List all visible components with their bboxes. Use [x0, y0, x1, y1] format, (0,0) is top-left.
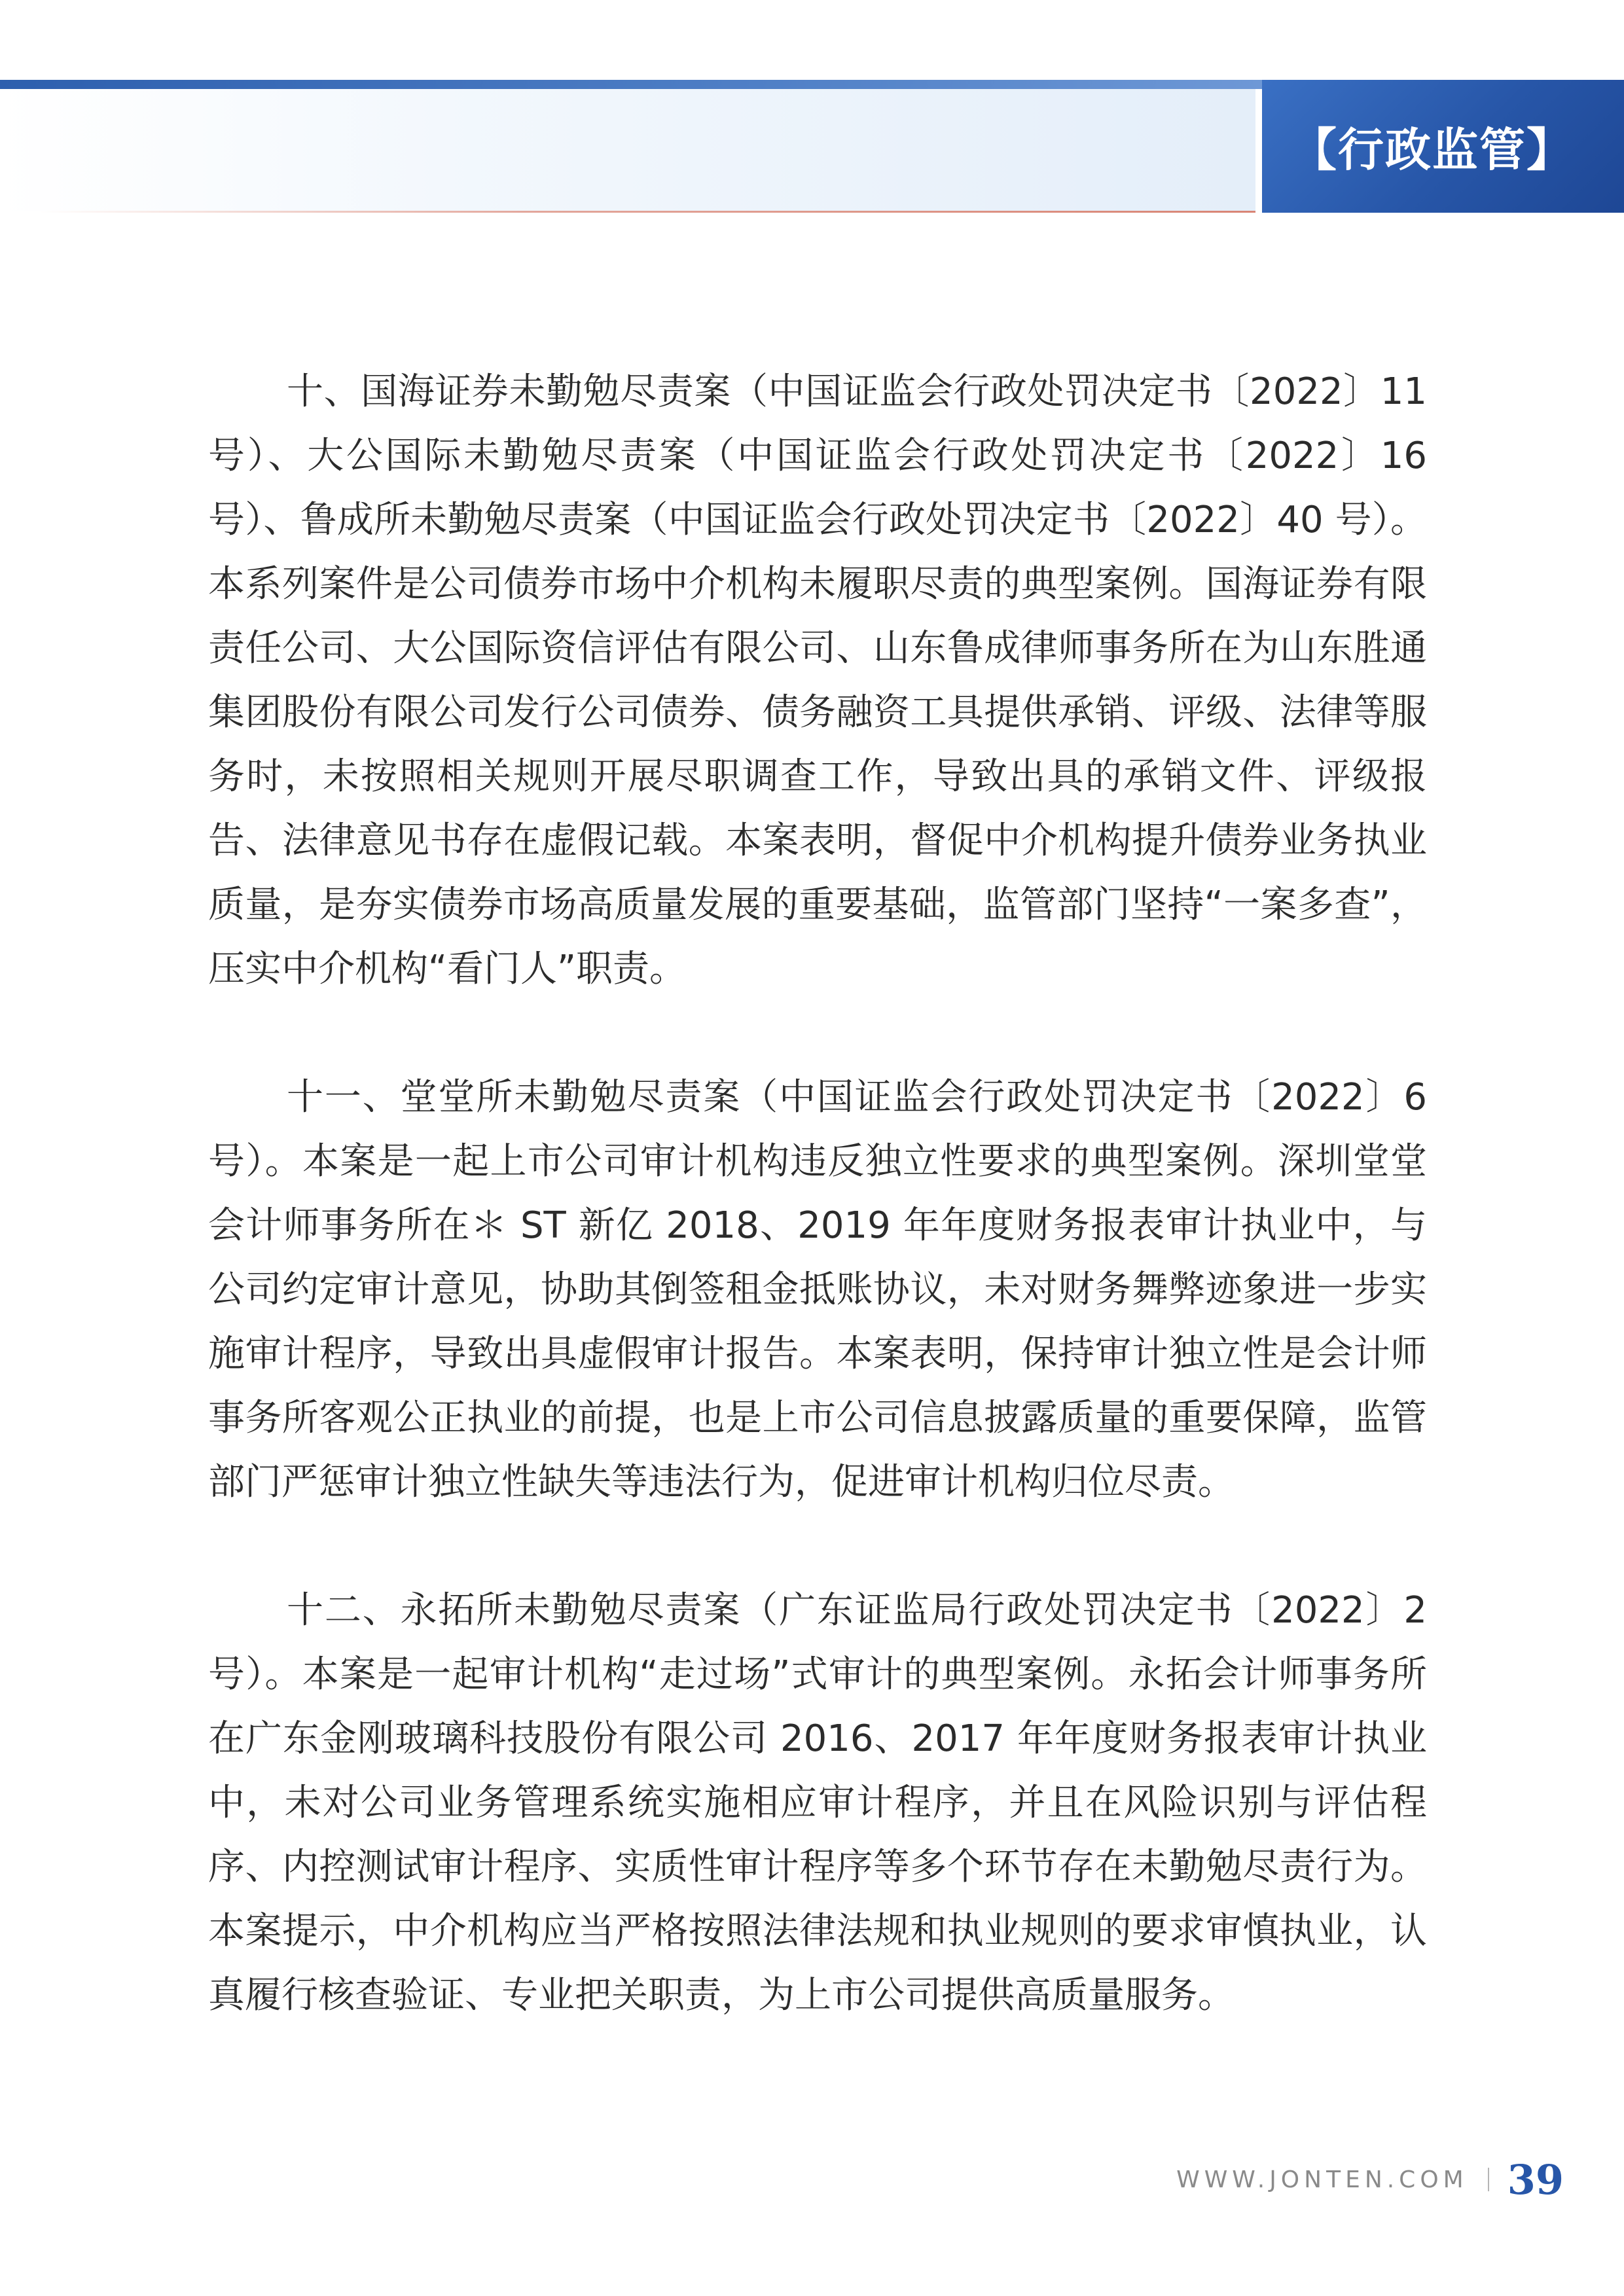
header-underline: [39, 211, 1255, 213]
header-accent-line: [0, 80, 1263, 89]
case-paragraph-12: 十二、永拓所未勤勉尽责案（广东证监局行政处罚决定书〔2022〕2 号）。本案是一起审计机构“走过场”式审计的典型案例。永拓会计师事务所在广东金刚玻璃科技股份有限公司 2016、2017 年年度财务报表审计执业中，未对公司业务管理系统实施相应审计程序，并且在风险识别与评估程序、内控测试审计程序、实质性审计程序等多个环节存在未勤勉尽责行为。本案提示，中介机构应当严格按照法律法规和执业规则的要求审慎执业，认真履行核查验证、专业把关职责，为上市公司提供高质量服务。: [208, 1589, 1427, 2017]
section-label: 【行政监管】: [1291, 123, 1574, 177]
case-paragraph-10: 十、国海证券未勤勉尽责案（中国证监会行政处罚决定书〔2022〕11 号）、大公国际未勤勉尽责案（中国证监会行政处罚决定书〔2022〕16 号）、鲁成所未勤勉尽责案（中国证监会行政处罚决定书〔2022〕40 号）。本系列案件是公司债券市场中介机构未履职尽责的典型案例。国海证券有限责任公司、大公国际资信评估有限公司、山东鲁成律师事务所在为山东胜通集团股份有限公司发行公司债券、债务融资工具提供承销、评级、法律等服务时，未按照相关规则开展尽职调查工作，导致出具的承销文件、评级报告、法律意见书存在虚假记载。本案表明，督促中介机构提升债券业务执业质量，是夯实债券市场高质量发展的重要基础，监管部门坚持“一案多查”，压实中介机构“看门人”职责。: [208, 370, 1427, 990]
page-number: 39: [1507, 2155, 1564, 2204]
article-body: [208, 360, 1427, 2092]
case-paragraph-11: 十一、堂堂所未勤勉尽责案（中国证监会行政处罚决定书〔2022〕6 号）。本案是一起上市公司审计机构违反独立性要求的典型案例。深圳堂堂会计师事务所在＊ ST 新亿 2018、2019 年年度财务报表审计执业中，与公司约定审计意见，协助其倒签租金抵账协议，未对财务舞弊迹象进一步实施审计程序，导致出具虚假审计报告。本案表明，保持审计独立性是会计师事务所客观公正执业的前提，也是上市公司信息披露质量的重要保障，监管部门严惩审计独立性缺失等违法行为，促进审计机构归位尽责。: [208, 1076, 1427, 1503]
page-footer: [1176, 2153, 1564, 2206]
section-tab: [1262, 80, 1624, 213]
website-url: WWW.JONTEN.COM: [1176, 2166, 1468, 2193]
header-band: [0, 89, 1255, 211]
footer-divider: [1488, 2168, 1489, 2191]
